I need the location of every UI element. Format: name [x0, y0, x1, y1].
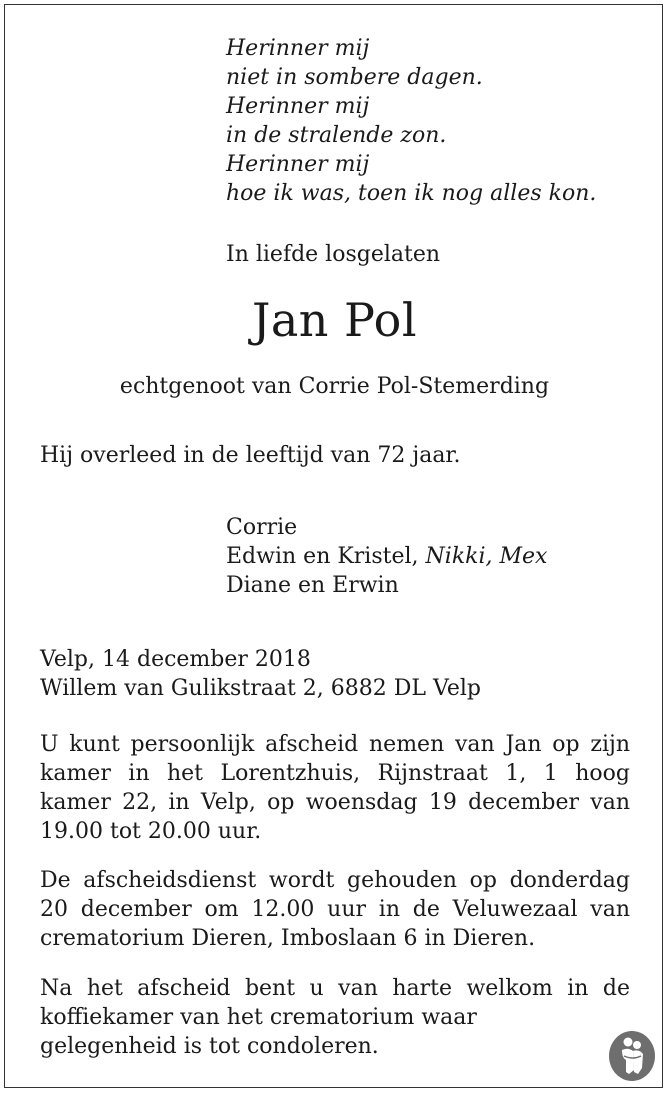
paragraph-line: 19.00 tot 20.00 uur.: [40, 819, 262, 844]
family-adults: Edwin en Kristel,: [226, 544, 419, 569]
age-line: Hij overleed in de leeftijd van 72 jaar.: [40, 443, 461, 468]
intro-text: In liefde losgelaten: [226, 242, 441, 267]
family-list: [226, 513, 547, 600]
paragraph-line: kamer in het Lorentzhuis, Rijnstraat 1, 1 hoog: [40, 761, 630, 786]
family-line: Corrie: [226, 515, 298, 540]
paragraph-line: U kunt persoonlijk afscheid nemen van Jan op zijn: [40, 732, 630, 757]
service-paragraph: [40, 866, 630, 953]
embracing-figures-logo-icon: [608, 1030, 656, 1082]
visit-paragraph: [40, 730, 630, 846]
poem-line: Herinner mij: [226, 152, 370, 177]
paragraph-line: Na het afscheid bent u van harte welkom in de: [40, 976, 630, 1001]
address-line: Willem van Gulikstraat 2, 6882 DL Velp: [40, 676, 481, 701]
poem-line: Herinner mij: [226, 36, 370, 61]
paragraph-line: kamer 22, in Velp, op woensdag 19 december van: [40, 790, 630, 815]
paragraph-line: crematorium Dieren, Imboslaan 6 in Dieren.: [40, 926, 536, 951]
poem: [226, 34, 596, 208]
poem-line: Herinner mij: [226, 94, 370, 119]
coffee-paragraph: [40, 974, 630, 1061]
spouse-line: echtgenoot van Corrie Pol-Stemerding: [119, 374, 550, 399]
poem-line: niet in sombere dagen.: [226, 65, 483, 90]
poem-line: in de stralende zon.: [226, 123, 447, 148]
poem-line: hoe ik was, toen ik nog alles kon.: [226, 181, 597, 206]
deceased-name: Jan Pol: [251, 293, 418, 347]
paragraph-line: De afscheidsdienst wordt gehouden op donderdag: [40, 868, 630, 893]
date-line: Velp, 14 december 2018: [40, 647, 311, 672]
place-and-date: [40, 645, 481, 703]
family-line: Diane en Erwin: [226, 573, 399, 598]
paragraph-line: 20 december om 12.00 uur in de Veluwezaal van: [40, 897, 630, 922]
paragraph-line: koffiekamer van het crematorium waar: [40, 1005, 477, 1030]
paragraph-line: gelegenheid is tot condoleren.: [40, 1034, 379, 1059]
family-grandchildren: Nikki, Mex: [425, 544, 548, 569]
family-line: [226, 542, 547, 571]
